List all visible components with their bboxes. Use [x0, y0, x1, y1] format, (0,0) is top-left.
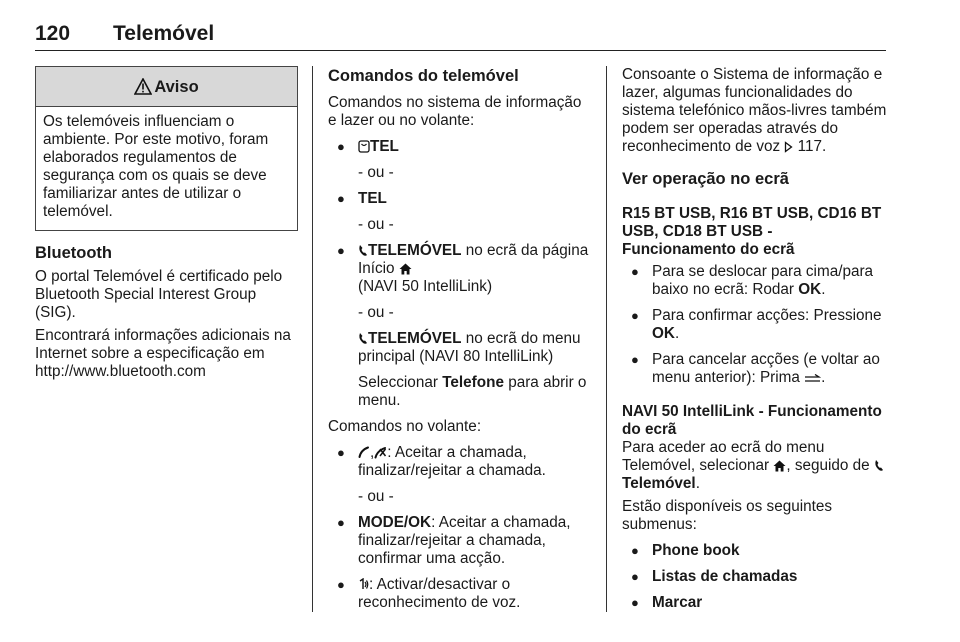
phone-handset-icon [874, 459, 884, 472]
access-paragraph: Para aceder ao ecrã do menu Telemóvel, selecionar , seguido de Telemóvel. [622, 439, 888, 493]
telemovel-menu-text: no ecrã do menu principal (NAVI 80 IntelliLink) [358, 330, 581, 365]
list-item: ● Para cancelar acções (e voltar ao menu anterior): Prima . [622, 351, 888, 387]
column-middle [328, 66, 593, 612]
select-phone-paragraph [358, 374, 593, 410]
wheel-commands-list [328, 444, 593, 612]
warning-header [36, 67, 297, 107]
select-prefix: Seleccionar [358, 374, 443, 391]
telemovel-menu-label: Telemóvel [622, 475, 696, 492]
voice-note-ref: 117. [793, 138, 827, 155]
bluetooth-paragraph: O portal Telemóvel é certificado pelo Bluetooth Special Interest Group (SIG). [35, 268, 283, 321]
list-item [328, 190, 593, 234]
voice-text: : Activar/desactivar o reconhecimento de voz. [358, 576, 521, 611]
submenu-item-dial: ● Marcar [622, 594, 888, 612]
or-text: - ou - [358, 164, 394, 181]
submenu-item-phone-book: ● Phone book [622, 542, 888, 560]
commands-heading: Comandos do telemóvel [328, 67, 519, 85]
navi50-subheading: NAVI 50 IntelliLink - Funcionamento do ecrã [622, 403, 882, 438]
or-text: - ou - [358, 304, 394, 321]
voice-note-text: Consoante o Sistema de informação e lazer, algumas funcionalidades do sistema telefónico mãos-livres também podem ser operadas através do reconhecimento de voz [622, 66, 887, 155]
submenu-item-call-lists: ● Listas de chamadas [622, 568, 888, 586]
wheel-answer-text: : Aceitar a chamada, finalizar/rejeitar a chamada. [358, 444, 546, 479]
access-text-2: , seguido de [786, 457, 874, 474]
answer-call-icon [358, 446, 370, 459]
or-text: - ou - [358, 488, 394, 505]
chapter-title: Telemóvel [113, 22, 215, 45]
list-item [328, 242, 593, 410]
column-left [35, 66, 298, 381]
mode-ok-text: : Aceitar a chamada, finalizar/rejeitar a chamada, confirmar uma acção. [358, 514, 571, 567]
telemovel-menu-paragraph [358, 330, 593, 366]
scroll-text: Para se deslocar para cima/para baixo no ecrã: Rodar [652, 263, 874, 298]
list-item [328, 138, 593, 182]
or-text: - ou - [358, 216, 394, 233]
list-item: ● Para confirmar acções: Pressione OK. [622, 307, 888, 343]
telemovel-text: no ecrã da página Início [358, 242, 589, 277]
warning-triangle-icon [134, 78, 152, 95]
list-item: ● Para se deslocar para cima/para baixo no ecrã: Rodar OK. [622, 263, 888, 299]
access-text: Para aceder ao ecrã do menu Telemóvel, selecionar [622, 439, 825, 474]
submenu-list [622, 542, 888, 612]
warning-title: Aviso [154, 77, 199, 96]
r15-subheading: R15 BT USB, R16 BT USB, CD16 BT USB, CD18 BT USB - Funcionamento do ecrã [622, 205, 882, 258]
voice-recognition-icon [358, 578, 369, 591]
phone-handset-icon [358, 332, 368, 345]
bluetooth-info-paragraph: Encontrará informações adicionais na Internet sobre a especificação em http://www.bluetooth.com [35, 327, 291, 380]
home-icon [773, 460, 786, 472]
list-item [328, 514, 593, 568]
ok-label: OK [652, 325, 675, 342]
wheel-intro: Comandos no volante: [328, 418, 482, 435]
mode-ok-label: MODE/OK [358, 514, 432, 531]
confirm-text: Para confirmar acções: Pressione [652, 307, 882, 324]
telefone-label: Telefone [442, 374, 504, 391]
list-item: ● , : Aceitar a chamada, finalizar/rejeitar a chamada. - ou - [328, 444, 593, 506]
column-divider [312, 66, 313, 612]
select-suffix: para abrir o menu. [358, 374, 587, 409]
list-item [328, 576, 593, 612]
telemovel-note: (NAVI 50 IntelliLink) [358, 278, 493, 295]
screen-operation-list [622, 263, 888, 387]
tel-label: TEL [370, 138, 399, 155]
bluetooth-heading: Bluetooth [35, 244, 112, 262]
end-call-icon [374, 446, 387, 459]
ok-label: OK [798, 281, 822, 298]
tel-label: TEL [358, 190, 387, 207]
phone-handset-icon [358, 244, 368, 257]
telemovel-label: TELEMÓVEL [368, 330, 462, 347]
cancel-text: Para cancelar acções (e voltar ao menu anterior): Prima [652, 351, 880, 386]
page-header [35, 22, 886, 51]
telemovel-label: TELEMÓVEL [368, 242, 462, 259]
column-divider [606, 66, 607, 612]
page-number: 120 [35, 22, 71, 45]
commands-intro: Comandos no sistema de informação e lazer ou no volante: [328, 94, 582, 129]
warning-text: Os telemóveis influenciam o ambiente. Por este motivo, foram elaborados regulamentos de segurança com os quais se deve familiarizar antes de utilizar o telemóvel. [43, 113, 269, 220]
home-icon [399, 263, 412, 275]
back-arrow-icon [804, 374, 821, 384]
warning-box [35, 66, 298, 231]
commands-list [328, 138, 593, 410]
voice-note-paragraph [622, 66, 888, 156]
screen-operation-heading: Ver operação no ecrã [622, 170, 789, 188]
column-right [622, 66, 888, 612]
tel-button-icon [358, 140, 370, 153]
submenus-paragraph: Estão disponíveis os seguintes submenus: [622, 498, 833, 533]
